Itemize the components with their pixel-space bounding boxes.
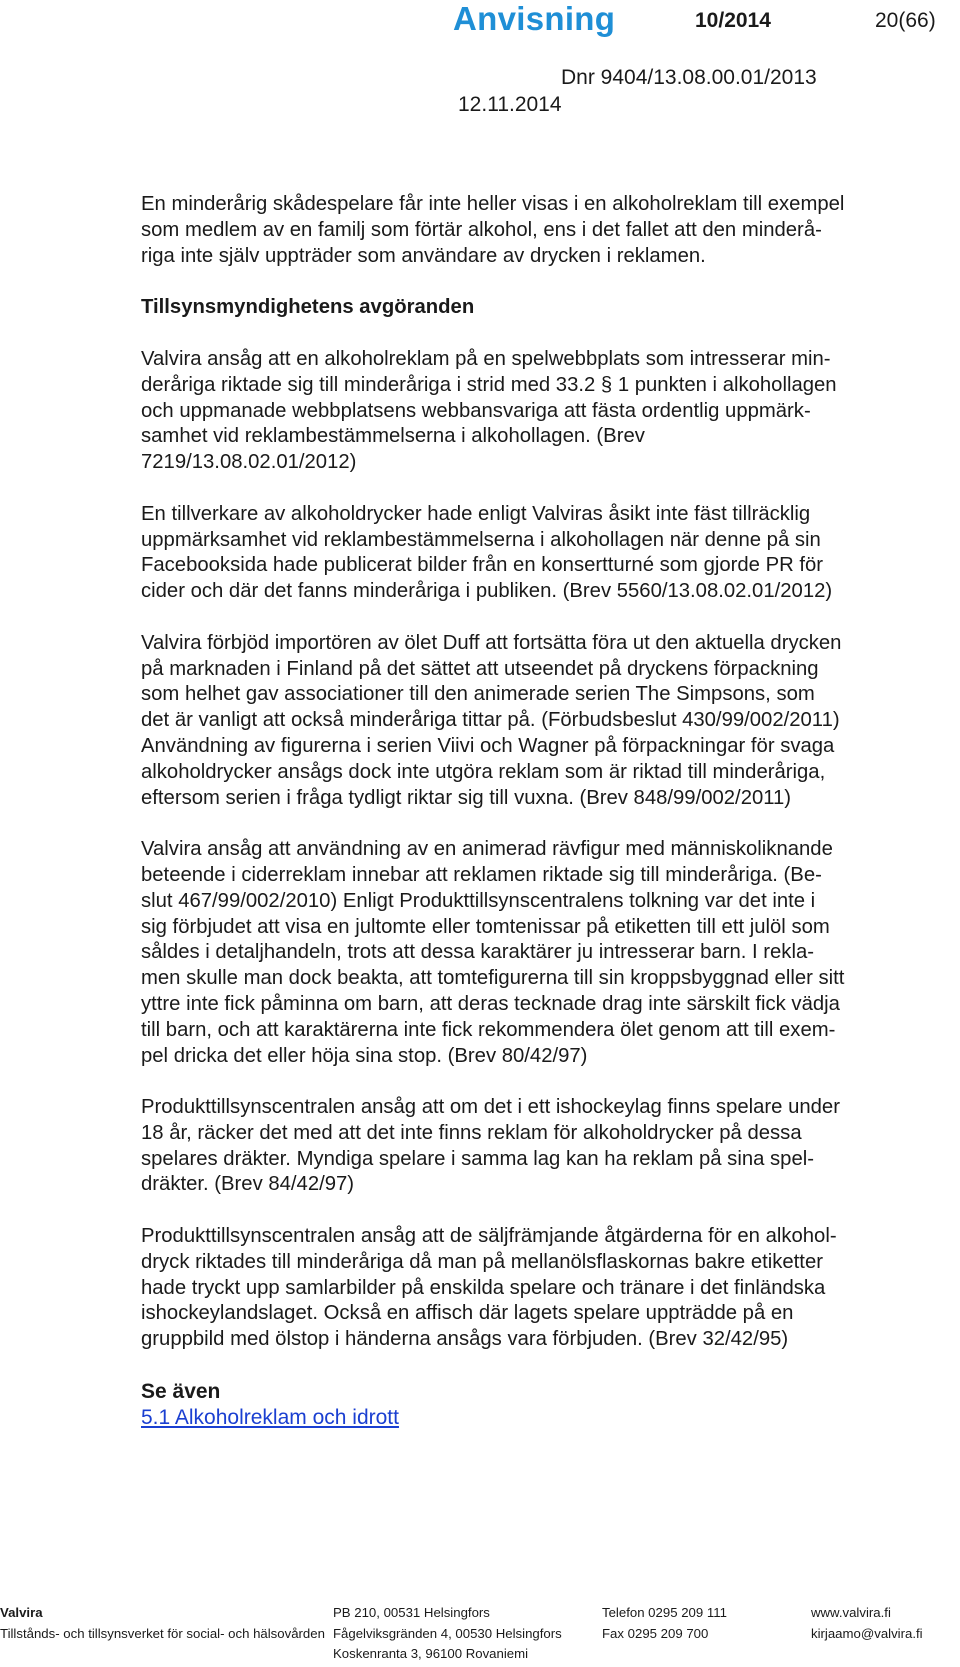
see-also-section: [141, 1379, 931, 1432]
text-line: hade tryckt upp samlarbilder på enskilda spelare och tränare i det finländska: [141, 1276, 826, 1299]
footer-org-description: Tillstånds- och tillsynsverket för social- och hälsovården: [0, 1625, 325, 1641]
text-line: och uppmanade webbplatsens webbansvariga att fästa ordentlig uppmärk-: [141, 399, 811, 422]
document-number: 10/2014: [695, 9, 771, 32]
see-also-link[interactable]: 5.1 Alkoholreklam och idrott: [141, 1405, 399, 1429]
paragraph-game-website: [141, 347, 931, 476]
paragraph-hockey-team: [141, 1095, 931, 1198]
text-line: som helhet gav associationer till den animerade serien The Simpsons, som: [141, 683, 815, 706]
registration-number: Dnr 9404/13.08.00.01/2013: [561, 66, 817, 89]
document-body: [141, 192, 931, 1431]
text-line: pel dricka det eller höja sina stop. (Brev 80/42/97): [141, 1044, 588, 1067]
text-line: Facebooksida hade publicerat bilder från en konsertturné som gjorde PR för: [141, 554, 824, 577]
text-line: det är vanligt att också minderåriga tittar på. (Förbudsbeslut 430/99/002/2011): [141, 709, 840, 732]
text-line: En minderårig skådespelare får inte heller visas i en alkoholreklam till exempel: [141, 193, 845, 215]
text-line: En tillverkare av alkoholdrycker hade enligt Valviras åsikt inte fäst tillräcklig: [141, 502, 811, 525]
text-line: Produkttillsynscentralen ansåg att de säljfrämjande åtgärderna för en alkohol-: [141, 1225, 837, 1248]
text-line: Produkttillsynscentralen ansåg att om det i ett ishockeylag finns spelare under: [141, 1096, 840, 1119]
text-line: ishockeylandslaget. Också en affisch där lagets spelare uppträdde på en: [141, 1302, 794, 1325]
intro-paragraph: [141, 192, 931, 269]
footer-postal-address: PB 210, 00531 Helsingfors: [333, 1605, 490, 1620]
paragraph-hockey-national-team: [141, 1224, 931, 1353]
text-line: dräkter. (Brev 84/42/97): [141, 1173, 355, 1196]
text-line: yttre inte fick påminna om barn, att deras tecknade drag inte särskilt fick vädja: [141, 992, 840, 1015]
footer-web: [811, 1603, 923, 1644]
paragraph-facebook: [141, 502, 931, 605]
section-heading: Tillsynsmyndighetens avgöranden: [141, 296, 475, 319]
footer-rovaniemi-address: Koskenranta 3, 96100 Rovaniemi: [333, 1646, 529, 1661]
page-number: 20(66): [875, 9, 936, 32]
text-line: på marknaden i Finland på det sättet att utseendet på dryckens förpackning: [141, 657, 819, 680]
paragraph-fox-figure: [141, 837, 931, 1069]
text-line: beteende i ciderreklam innebar att reklamen riktade sig till minderåriga. (Be-: [141, 863, 822, 886]
document-type: Anvisning: [453, 0, 616, 37]
text-line: eftersom serien i fråga tydligt riktar sig till vuxna. (Brev 848/99/002/2011): [141, 786, 792, 809]
footer-fax: Fax 0295 209 700: [602, 1625, 709, 1641]
text-line: 7219/13.08.02.01/2012): [141, 451, 357, 474]
text-line: samhet vid reklambestämmelserna i alkohollagen. (Brev: [141, 425, 645, 448]
text-line: uppmärksamhet vid reklambestämmelserna i alkohollagen när denne på sin: [141, 528, 821, 551]
footer-org-name: Valvira: [0, 1605, 43, 1620]
page-header: [0, 0, 960, 120]
text-line: Valvira förbjöd importören av ölet Duff att fortsätta föra ut den aktuella drycken: [141, 631, 842, 654]
text-line: såldes i detaljhandeln, trots att dessa karaktärer ju intresserar barn. I rekla-: [141, 941, 814, 964]
footer-street-address: Fågelviksgränden 4, 00530 Helsingfors: [333, 1625, 562, 1641]
text-line: 18 år, räcker det med att det inte finns reklam för alkoholdrycker på dessa: [141, 1121, 802, 1144]
text-line: deråriga riktade sig till minderåriga i strid med 33.2 § 1 punkten i alkohollagen: [141, 373, 837, 396]
footer-telephone: Telefon 0295 209 111: [602, 1605, 727, 1620]
footer-phone: [602, 1603, 727, 1644]
text-line: riga inte själv uppträder som användare av drycken i reklamen.: [141, 244, 706, 267]
text-line: dryck riktades till minderåriga då man på mellanölsflaskornas bakre etiketter: [141, 1250, 823, 1273]
footer-website[interactable]: www.valvira.fi: [811, 1605, 891, 1620]
text-line: som medlem av en familj som förtär alkohol, ens i det fallet att den minderå-: [141, 218, 822, 241]
footer-email[interactable]: kirjaamo@valvira.fi: [811, 1625, 923, 1641]
see-also-heading: Se även: [141, 1379, 221, 1403]
text-line: spelares dräkter. Myndiga spelare i samma lag kan ha reklam på sina spel-: [141, 1147, 814, 1170]
footer-organization: [0, 1603, 325, 1644]
text-line: Valvira ansåg att en alkoholreklam på en spelwebbplats som intresserar min-: [141, 347, 831, 370]
footer-addresses: [333, 1603, 562, 1665]
document-date: 12.11.2014: [458, 93, 562, 116]
text-line: Valvira ansåg att användning av en animerad rävfigur med människoliknande: [141, 838, 833, 861]
paragraph-duff: [141, 631, 931, 812]
text-line: slut 467/99/002/2010) Enligt Produkttillsynscentralens tolkning var det inte i: [141, 889, 816, 912]
text-line: Användning av figurerna i serien Viivi och Wagner på förpackningar för svaga: [141, 734, 835, 757]
text-line: gruppbild med ölstop i händerna ansågs vara förbjuden. (Brev 32/42/95): [141, 1328, 789, 1351]
text-line: till barn, och att karaktärerna inte fick rekommendera ölet genom att till exem-: [141, 1018, 836, 1041]
text-line: sig förbjudet att visa en jultomte eller tomtenissar på etiketten till ett julöl som: [141, 915, 830, 938]
text-line: men skulle man dock beakta, att tomtefigurerna till sin kroppsbyggnad eller sitt: [141, 967, 845, 990]
text-line: alkoholdrycker ansågs dock inte utgöra reklam som är riktad till minderåriga,: [141, 760, 826, 783]
text-line: cider och där det fanns minderåriga i publiken. (Brev 5560/13.08.02.01/2012): [141, 580, 833, 603]
